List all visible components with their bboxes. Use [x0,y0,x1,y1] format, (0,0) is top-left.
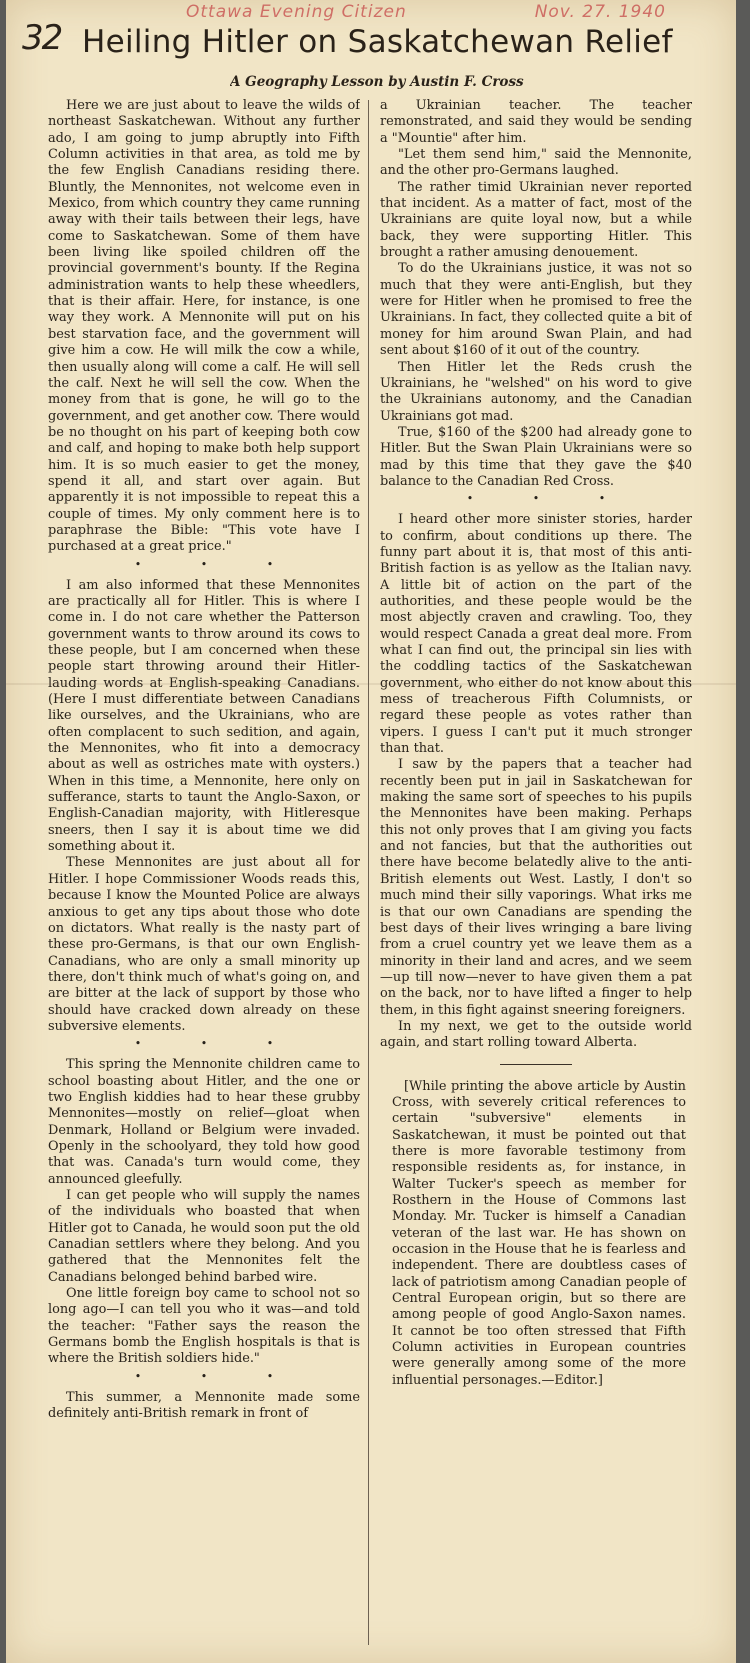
separator-stars: • • • [134,557,302,571]
paragraph: The rather timid Ukrainian never reported that incident. As a matter of fact, most of the Ukrainians are quite loyal now, but a while back, they were supporting Hitler. This brought a rather amusing denouement. [380,179,692,261]
paragraph: I can get people who will supply the names of the individuals who boasted that when Hitler got to Canada, he would soon put the old Canadian settlers where they belong. And you gathered that the Mennonites felt the Canadians belonged behind barbed wire. [48,1188,360,1285]
annotation-scrawl: Ottawa Evening Citizen [186,2,407,22]
editor-note-rule [500,1064,572,1065]
headline: Heiling Hitler on Saskatchewan Relief [82,24,673,60]
fold-crease [6,683,736,685]
editor-note-text: [While printing the above article by Austin Cross, with severely critical references to certain "subversive" elements in Saskatchewan, it must be pointed out that there is more favorable testimony from responsible residents as, for instance, in Walter Tucker's speech as member for Rosthern in the House of Commons last Monday. Mr. Tucker is himself a Canadian veteran of the last war. He has shown on occasion in the House that he is fearless and independent. There are doubtless cases of lack of patriotism among Canadian people of Central European origin, but so there are among people of good Anglo-Saxon names. It cannot be too often stressed that Fifth Column activities in European countries were generally among some of the more influential personages.—Editor.] [392,1078,686,1388]
separator-stars: • • • [466,492,634,506]
paragraph: I saw by the papers that a teacher had recently been put in jail in Saskatchewan for making the same sort of speeches to his pupils the Mennonites have been making. Perhaps this not only proves that I am giving you facts and not fancies, but that the authorities out there have become belatedly alive to the anti-British elements out West. Lastly, I don't so much mind their silly vaporings. What irks me is that our own Canadians are spending the best days of their lives wringing a bare living from a cruel country yet we leave them as a minority in their land and acres, and we seem—up till now—never to have given them a pat on the back, nor to have lifted a finger to help them, in this fight against sneering foreigners. [380,757,692,1018]
editor-note [380,1079,692,1390]
separator-stars: • • • [134,1037,302,1051]
paragraph: Here we are just about to leave the wilds of northeast Saskatchewan. Without any further ado, I am going to jump abruptly into Fifth Column activities in that area, as told me by the few English Canadians residing there. Bluntly, the Mennonites, not welcome even in Mexico, from which country they came running away with their tails between their legs, have come to Saskatchewan. Some of them have been living like spoiled children off the provincial government's bounty. If the Regina administration wants to help these wheedlers, that is their affair. Here, for instance, is one way they work. A Mennonite will put on his best starvation face, and the government will give him a cow. He will milk the cow a while, then usually along will come a calf. He will sell the calf. Next he will sell the cow. When the money from that is gone, he will go to the government, and get another cow. There would be no thought on his part of keeping both cow and calf, and hoping to make both help support him. It is so much easier to get the money, spend it all, and start over again. But apparently it is not impossible to repeat this a couple of times. My only comment here is to paraphrase the Bible: "This vote have I purchased at a great price." [48,98,360,555]
column-right [380,98,692,1653]
paragraph: To do the Ukrainians justice, it was not so much that they were anti-English, but they were for Hitler when he promised to free the Ukrainians. In fact, they collected quite a bit of money for him around Swan Plain, and had sent about $160 of it out of the country. [380,261,692,359]
paragraph: In my next, we get to the outside world again, and start rolling toward Alberta. [380,1018,692,1051]
paragraph: Then Hitler let the Reds crush the Ukrainians, he "welshed" on his word to give the Ukrainians autonomy, and the Canadian Ukrainians got mad. [380,359,692,424]
paragraph: I heard other more sinister stories, harder to confirm, about conditions up there. The funny part about it is, that most of this anti-British faction is as yellow as the Italian navy. A little bit of action on the part of the authorities, and these people would be the most abjectly craven and crawling. Too, they would respect Canada a great deal more. From what I can find out, the principal sin lies with the coddling tactics of the Saskatchewan government, who either do not know about this mess of treacherous Fifth Columnists, or regard these people as votes rather than vipers. I guess I can't put it much stronger than that. [380,512,692,757]
clip-number: 32 [22,18,62,58]
paragraph: "Let them send him," said the Mennonite, and the other pro-Germans laughed. [380,147,692,179]
handwritten-annotation [186,2,706,24]
paragraph: This spring the Mennonite children came to school boasting about Hitler, and the one or two English kiddies had to hear these grubby Mennonites—mostly on relief—gloat when Denmark, Holland or Belgium were invaded. Openly in the schoolyard, they told how good that was. Canada's turn would come, they announced gleefully. [48,1057,360,1187]
annotation-date: Nov. 27. 1940 [534,2,666,22]
paragraph: One little foreign boy came to school not so long ago—I can tell you who it was—and told the teacher: "Father says the reason the Germans bomb the English hospitals is that is where the British soldiers hide." [48,1286,360,1367]
paragraph: I am also informed that these Mennonites are practically all for Hitler. This is where I come in. I do not care whether the Patterson government wants to throw around its cows to these people, but I am concerned when these people start throwing around their Hitler-lauding words at English-speaking Canadians. (Here I must differentiate between Canadians like ourselves, and the Ukrainians, who are often complacent to such sedition, and again, the Mennonites, who fit into a democracy about as well as ostriches mate with oysters.) When in this time, a Mennonite, here only on sufferance, starts to taunt the Anglo-Saxon, or English-Canadian majority, with Hitleresque sneers, then I say it is about time we did something about it. [48,577,360,855]
column-left [48,98,360,1653]
paragraph: a Ukrainian teacher. The teacher remonstrated, and said they would be sending a "Mountie" after him. [380,98,692,146]
paragraph: True, $160 of the $200 had already gone to Hitler. But the Swan Plain Ukrainians were so mad by this time that they gave the $40 balance to the Canadian Red Cross. [380,424,692,489]
column-rule [368,100,369,1645]
paragraph: This summer, a Mennonite made some definitely anti-British remark in front of [48,1389,360,1422]
paragraph: These Mennonites are just about all for Hitler. I hope Commissioner Woods reads this, because I know the Mounted Police are always anxious to get any tips about those who dote on dictators. What really is the nasty part of these pro-Germans, is that our own English-Canadians, who are only a small minority up there, don't think much of what's going on, and are bitter at the lack of support by those who should have cracked down already on these subversive elements. [48,855,360,1034]
byline: A Geography Lesson by Austin F. Cross [230,74,524,90]
separator-stars: • • • [134,1369,302,1383]
